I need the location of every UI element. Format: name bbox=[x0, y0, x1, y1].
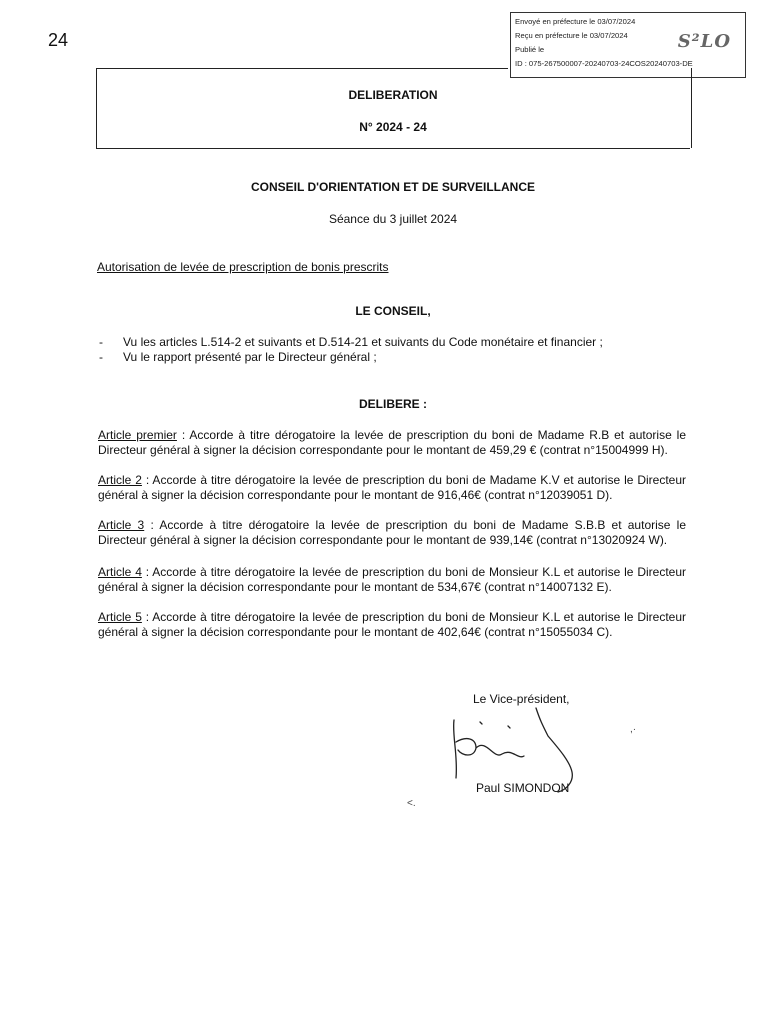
council-name: CONSEIL D'ORIENTATION ET DE SURVEILLANCE bbox=[251, 180, 535, 194]
session-date: Séance du 3 juillet 2024 bbox=[328, 212, 458, 226]
stamp-line-id: ID : 075-267500007-20240703-24COS20240703-DE bbox=[515, 59, 693, 68]
frame-top-rule bbox=[96, 68, 508, 69]
article-3 bbox=[98, 518, 686, 548]
subject: Autorisation de levée de prescription de bonis prescrits bbox=[97, 260, 389, 274]
article-text: : Accorde à titre dérogatoire la levée de prescription du boni de Madame R.B et autorise le Directeur général à signer la décision correspondante pour le montant de 459,29 € (contrat n°15004999 H). bbox=[98, 428, 686, 457]
stray-mark-icon: <. bbox=[407, 798, 416, 809]
article-label: Article 5 bbox=[98, 610, 142, 624]
deliberation-frame bbox=[96, 68, 692, 148]
article-4 bbox=[98, 565, 686, 595]
signer-role: Le Vice-président, bbox=[473, 692, 570, 706]
visa-text: Vu les articles L.514-2 et suivants et D.514-21 et suivants du Code monétaire et financier ; bbox=[123, 335, 603, 349]
le-conseil-heading: LE CONSEIL, bbox=[355, 304, 431, 318]
stamp-line-published: Publié le bbox=[515, 45, 545, 54]
delibere-heading: DELIBERE : bbox=[358, 397, 427, 411]
article-label: Article 3 bbox=[98, 518, 145, 532]
visa-item: - Vu le rapport présenté par le Directeur général ; bbox=[99, 350, 377, 364]
article-label: Article premier bbox=[98, 428, 177, 442]
deliberation-number: N° 2024 - 24 bbox=[359, 120, 427, 134]
article-text: : Accorde à titre dérogatoire la levée de prescription du boni de Madame S.B.B et autorise le Directeur général à signer la décision correspondante pour le montant de 939,14€ (contrat n°13020924 W). bbox=[98, 518, 686, 547]
article-2 bbox=[98, 473, 686, 503]
slo-logo: S²LO bbox=[677, 31, 731, 52]
frame-bottom-rule bbox=[96, 148, 690, 149]
deliberation-title: DELIBERATION bbox=[348, 88, 438, 102]
stamp-line-sent: Envoyé en préfecture le 03/07/2024 bbox=[515, 17, 636, 26]
article-label: Article 2 bbox=[98, 473, 142, 487]
stray-mark-icon: ,· bbox=[630, 724, 637, 735]
article-text: : Accorde à titre dérogatoire la levée de prescription du boni de Monsieur K.L et autorise le Directeur général à signer la décision correspondante pour le montant de 402,64€ (contrat n°15055034 C). bbox=[98, 610, 686, 639]
page-number: 24 bbox=[48, 30, 69, 50]
stamp-line-received: Reçu en préfecture le 03/07/2024 bbox=[515, 31, 628, 40]
visa-text: Vu le rapport présenté par le Directeur général ; bbox=[123, 350, 377, 364]
article-label: Article 4 bbox=[98, 565, 142, 579]
article-5 bbox=[98, 610, 686, 640]
signer-name: Paul SIMONDON bbox=[476, 781, 570, 795]
article-premier bbox=[98, 428, 686, 458]
article-text: : Accorde à titre dérogatoire la levée de prescription du boni de Monsieur K.L et autorise le Directeur général à signer la décision correspondante pour le montant de 534,67€ (contrat n°14007132 E). bbox=[98, 565, 686, 594]
visa-item: - Vu les articles L.514-2 et suivants et D.514-21 et suivants du Code monétaire et financier ; bbox=[99, 335, 603, 349]
article-text: : Accorde à titre dérogatoire la levée de prescription du boni de Madame K.V et autorise le Directeur général à signer la décision correspondante pour le montant de 916,46€ (contrat n°12039051 D). bbox=[98, 473, 686, 502]
